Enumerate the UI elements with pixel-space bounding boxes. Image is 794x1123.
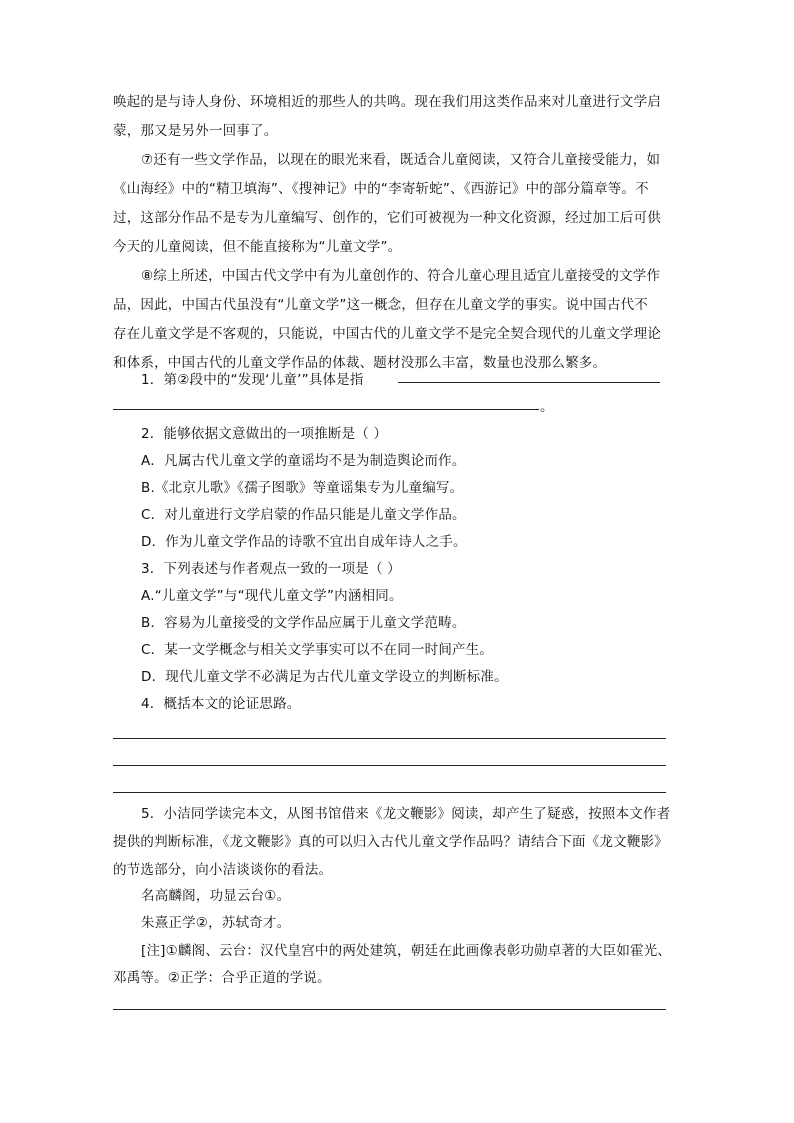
question-3-prompt: 3．下列表述与作者观点一致的一项是（ ） (141, 561, 401, 577)
paragraph-8-line-1: ⑧综上所述，中国古代文学中有为儿童创作的、符合儿童心理且适宜儿童接受的文学作 (141, 268, 661, 284)
question-5-answer-line[interactable] (113, 1009, 666, 1010)
question-2-option-a[interactable]: A．凡属古代儿童文学的童谣均不是为制造舆论而作。 (141, 453, 466, 469)
paragraph-7-line-2: 《山海经》中的“精卫填海”、《搜神记》中的“李寄斩蛇”、《西游记》中的部分篇章等。不 (113, 181, 649, 197)
note-line-2: 邓禹等。②正学：合乎正道的学说。 (113, 970, 331, 986)
question-1-answer-line-1[interactable] (398, 382, 660, 383)
paragraph-8-line-4: 和体系，中国古代的儿童文学作品的体裁、题材没那么丰富，数量也没那么繁多。 (113, 355, 607, 371)
question-5-line-1: 5．小洁同学读完本文，从图书馆借来《龙文鞭影》阅读，却产生了疑惑，按照本文作者 (141, 806, 671, 822)
question-2-option-d[interactable]: D．作为儿童文学作品的诗歌不宜出自成年诗人之手。 (141, 534, 467, 550)
question-5-line-2: 提供的判断标准，《龙文鞭影》真的可以归入古代儿童文学作品吗？请结合下面《龙文鞭影》 (113, 834, 668, 850)
paragraph-8-line-3: 存在儿童文学是不客观的，只能说，中国古代的儿童文学不是完全契合现代的儿童文学理论 (113, 326, 661, 342)
question-3-option-d[interactable]: D．现代儿童文学不必满足为古代儿童文学设立的判断标准。 (141, 669, 508, 685)
question-2-prompt: 2．能够依据文意做出的一项推断是（ ） (141, 426, 388, 442)
question-4-answer-line-3[interactable] (113, 792, 666, 793)
poem-line-2: 朱熹正学②，苏轼奇才。 (141, 915, 291, 931)
paragraph-8-line-2: 品，因此，中国古代虽没有“儿童文学”这一概念，但存在儿童文学的事实。说中国古代不 (113, 297, 648, 313)
paragraph-7-line-3: 过，这部分作品不是专为儿童编写、创作的，它们可被视为一种文化资源，经过加工后可供 (113, 210, 661, 226)
question-2-option-b[interactable]: B.《北京儿歌》《孺子图歌》等童谣集专为儿童编写。 (141, 480, 464, 496)
question-3-option-c[interactable]: C．某一文学概念与相关文学事实可以不在同一时间产生。 (141, 642, 494, 658)
question-2-option-c[interactable]: C．对儿童进行文学启蒙的作品只能是儿童文学作品。 (141, 507, 466, 523)
question-4-answer-line-1[interactable] (113, 738, 666, 739)
question-3-option-b[interactable]: B．容易为儿童接受的文学作品应属于儿童文学范畴。 (141, 615, 466, 631)
question-5-line-3: 的节选部分，向小洁谈谈你的看法。 (113, 862, 333, 878)
question-1-answer-line-2[interactable] (113, 409, 539, 410)
question-1-end-mark: 。 (540, 399, 554, 415)
poem-line-1: 名高麟阁，功显云台①。 (141, 888, 291, 904)
paragraph-6-line-1: 唤起的是与诗人身份、环境相近的那些人的共鸣。现在我们用这类作品来对儿童进行文学启 (113, 94, 661, 110)
question-3-option-a[interactable]: A.“儿童文学”与“现代儿童文学”内涵相同。 (141, 588, 403, 604)
question-1-prompt: 1．第②段中的“发现‘儿童’”具体是指 (141, 372, 364, 388)
paragraph-7-line-4: 今天的儿童阅读，但不能直接称为“儿童文学”。 (113, 239, 402, 255)
paragraph-6-line-2: 蒙，那又是另外一回事了。 (113, 123, 278, 139)
question-4-prompt: 4．概括本文的论证思路。 (141, 696, 301, 712)
note-line-1: [注]①麟阁、云台：汉代皇宫中的两处建筑，朝廷在此画像表彰功勋卓著的大臣如霍光、 (141, 943, 672, 959)
paragraph-7-line-1: ⑦还有一些文学作品，以现在的眼光来看，既适合儿童阅读，又符合儿童接受能力，如 (141, 152, 661, 168)
question-4-answer-line-2[interactable] (113, 765, 666, 766)
